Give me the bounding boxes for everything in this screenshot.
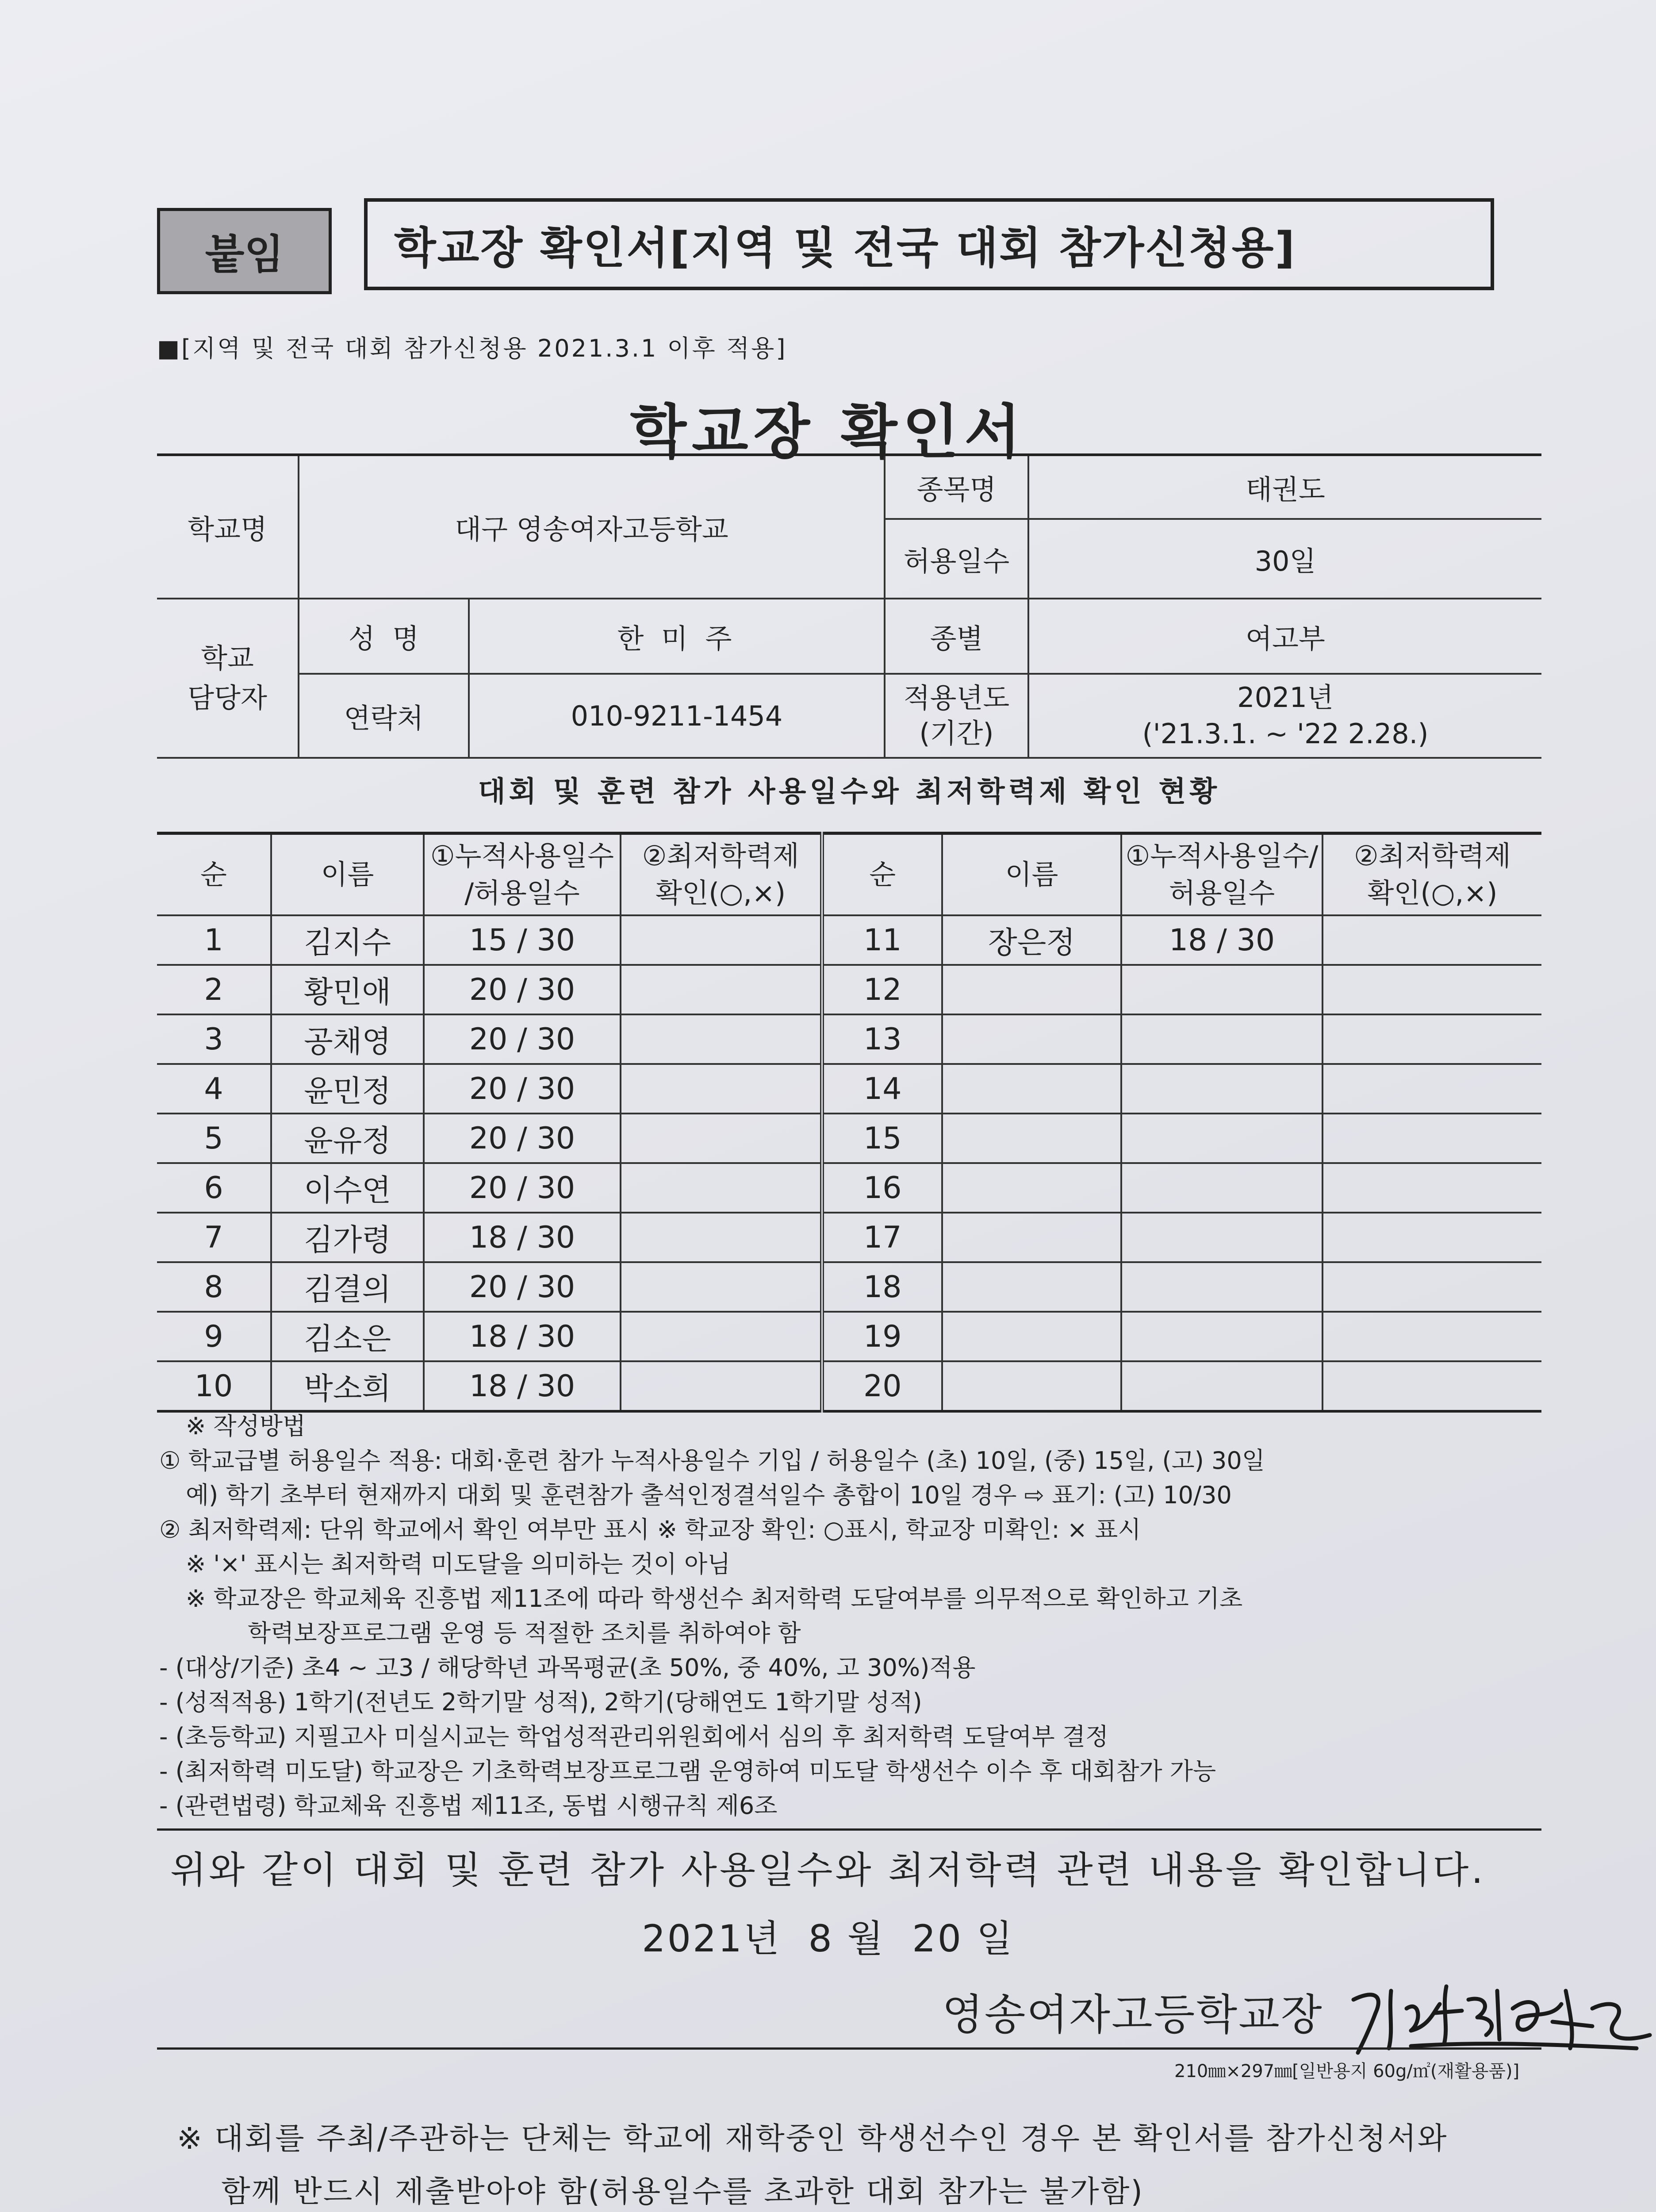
row-days: 20 / 30: [424, 1114, 621, 1163]
allowed-days-label: 허용일수: [885, 519, 1028, 599]
row-no: 6: [157, 1163, 271, 1213]
row-name: 김결의: [271, 1262, 424, 1312]
sport-value: 태권도: [1028, 455, 1541, 519]
row-check-2: [1322, 1163, 1541, 1213]
row-no-2: 20: [822, 1361, 942, 1411]
note-3: ※ '×' 표시는 최저학력 미도달을 의미하는 것이 아님: [186, 1550, 731, 1578]
detail-5: - (관련법령) 학교체육 진흥법 제11조, 동법 시행규칙 제6조: [159, 1792, 778, 1820]
row-days: 20 / 30: [424, 1014, 621, 1064]
detail-1: - (대상/기준) 초4 ~ 고3 / 해당학년 과목평균(초 50%, 중 40%, 고 30%)적용: [159, 1654, 976, 1682]
section-heading: 대회 및 훈련 참가 사용일수와 최저학력제 확인 현황: [478, 776, 1221, 808]
row-check: [621, 1361, 822, 1411]
header-check: ②최저학력제 확인(○,×): [621, 833, 822, 916]
row-no: 9: [157, 1312, 271, 1361]
paper-spec: 210㎜×297㎜[일반용지 60g/㎡(재활용품)]: [1174, 2061, 1520, 2081]
row-name-2: [942, 1312, 1121, 1361]
header-days: ①누적사용일수 /허용일수: [424, 833, 621, 916]
row-check-2: [1322, 915, 1541, 965]
row-name: 김소은: [271, 1312, 424, 1361]
row-name: 김지수: [271, 915, 424, 965]
row-no: 8: [157, 1262, 271, 1312]
row-check-2: [1322, 1064, 1541, 1114]
row-name-2: [942, 1361, 1121, 1411]
row-days-2: [1121, 1312, 1322, 1361]
detail-2: - (성적적용) 1학기(전년도 2학기말 성적), 2학기(당해연도 1학기말 성적): [159, 1688, 922, 1716]
row-days: 20 / 30: [424, 965, 621, 1014]
handwritten-signature: [1345, 1960, 1654, 2062]
row-no-2: 11: [822, 915, 942, 965]
row-days-2: [1121, 1361, 1322, 1411]
note-2: ② 최저학력제: 단위 학교에서 확인 여부만 표시 ※ 학교장 확인: ○표시, 학교장 미확인: × 표시: [159, 1516, 1141, 1544]
row-name: 황민애: [271, 965, 424, 1014]
row-name: 이수연: [271, 1163, 424, 1213]
row-check: [621, 915, 822, 965]
header-check-2: ②최저학력제 확인(○,×): [1322, 833, 1541, 916]
notes-heading: ※ 작성방법: [186, 1412, 306, 1440]
row-days-2: [1121, 1262, 1322, 1312]
row-name-2: [942, 965, 1121, 1014]
row-name-2: [942, 1262, 1121, 1312]
period-value: [1028, 674, 1541, 758]
school-value: 대구 영송여자고등학교: [299, 455, 885, 599]
row-name-2: [942, 1213, 1121, 1262]
row-check: [621, 1014, 822, 1064]
footer-note: [177, 2112, 1592, 2212]
row-check-2: [1322, 1213, 1541, 1262]
signer-title: 영송여자고등학교장: [942, 1990, 1323, 2039]
row-check-2: [1322, 1262, 1541, 1312]
row-check-2: [1322, 1014, 1541, 1064]
row-no: 1: [157, 915, 271, 965]
name-label: 성 명: [299, 599, 469, 674]
school-info-table: [157, 453, 1541, 759]
detail-4: - (최저학력 미도달) 학교장은 기초학력보장프로그램 운영하여 미도달 학생선수 이수 후 대회참가 가능: [159, 1757, 1216, 1785]
row-no: 7: [157, 1213, 271, 1262]
note-4-cont: 학력보장프로그램 운영 등 적절한 조치를 취하여야 함: [248, 1619, 801, 1647]
table-row: [157, 1312, 1541, 1361]
row-name-2: 장은정: [942, 915, 1121, 965]
row-name-2: [942, 1114, 1121, 1163]
row-days: 18 / 30: [424, 1213, 621, 1262]
footer-line-2: 함께 반드시 제출받아야 함(허용일수를 초과한 대회 참가는 불가함): [221, 2174, 1144, 2209]
row-check-2: [1322, 965, 1541, 1014]
table-row: [157, 1014, 1541, 1064]
period-year: 2021년: [1237, 681, 1334, 714]
page-title: 학교장 확인서: [630, 398, 1026, 466]
row-no: 10: [157, 1361, 271, 1411]
division-value: 여고부: [1028, 599, 1541, 674]
row-check: [621, 1114, 822, 1163]
row-days: 18 / 30: [424, 1312, 621, 1361]
row-days: 18 / 30: [424, 1361, 621, 1411]
table-row: [157, 1262, 1541, 1312]
row-name: 김가령: [271, 1213, 424, 1262]
athlete-table: [157, 832, 1541, 1413]
school-label: 학교명: [157, 455, 299, 599]
note-4: ※ 학교장은 학교체육 진흥법 제11조에 따라 학생선수 최저학력 도달여부를 의무적으로 확인하고 기초: [186, 1585, 1243, 1613]
manager-label: 학교 담당자: [157, 599, 299, 758]
row-days-2: [1121, 1163, 1322, 1213]
confirmation-statement: 위와 같이 대회 및 훈련 참가 사용일수와 최저학력 관련 내용을 확인합니다.: [170, 1848, 1486, 1892]
instructions: [159, 1409, 1548, 1823]
header-name: 이름: [271, 833, 424, 916]
table-row: [157, 1114, 1541, 1163]
row-check: [621, 1312, 822, 1361]
row-name-2: [942, 1064, 1121, 1114]
row-days: 20 / 30: [424, 1064, 621, 1114]
divider: [157, 2047, 1541, 2050]
row-check-2: [1322, 1312, 1541, 1361]
row-name: 윤민정: [271, 1064, 424, 1114]
row-days: 20 / 30: [424, 1163, 621, 1213]
period-label: 적용년도 (기간): [885, 674, 1028, 758]
table-row: [157, 1163, 1541, 1213]
name-value: 한 미 주: [469, 599, 885, 674]
header-no-2: 순: [822, 833, 942, 916]
row-no: 5: [157, 1114, 271, 1163]
row-no-2: 15: [822, 1114, 942, 1163]
table-row: [157, 1064, 1541, 1114]
row-days-2: [1121, 1213, 1322, 1262]
row-no-2: 18: [822, 1262, 942, 1312]
row-no: 2: [157, 965, 271, 1014]
row-check-2: [1322, 1114, 1541, 1163]
sport-label: 종목명: [885, 455, 1028, 519]
row-days-2: 18 / 30: [1121, 915, 1322, 965]
table-row: [157, 1213, 1541, 1262]
row-no: 4: [157, 1064, 271, 1114]
row-check: [621, 1064, 822, 1114]
row-no-2: 19: [822, 1312, 942, 1361]
division-label: 종별: [885, 599, 1028, 674]
table-row: [157, 965, 1541, 1014]
header-no: 순: [157, 833, 271, 916]
row-check: [621, 1163, 822, 1213]
note-1: ① 학교급별 허용일수 적용: 대회·훈련 참가 누적사용일수 기입 / 허용일수 (초) 10일, (중) 15일, (고) 30일: [159, 1447, 1265, 1475]
period-range: ('21.3.1. ~ '22 2.28.): [1142, 718, 1429, 750]
divider: [157, 1828, 1541, 1831]
attachment-label: 붙임: [157, 208, 332, 294]
row-name: 윤유정: [271, 1114, 424, 1163]
footer-line-1: ※ 대회를 주최/주관하는 단체는 학교에 재학중인 학생선수인 경우 본 확인서를 참가신청서와: [177, 2121, 1448, 2156]
header-name-2: 이름: [942, 833, 1121, 916]
table-row: [157, 915, 1541, 965]
row-name: 공채영: [271, 1014, 424, 1064]
row-days-2: [1121, 1064, 1322, 1114]
row-check-2: [1322, 1361, 1541, 1411]
table-header-row: [157, 833, 1541, 916]
form-title: 학교장 확인서[지역 및 전국 대회 참가신청용]: [364, 198, 1494, 290]
note-1-example: 예) 학기 초부터 현재까지 대회 및 훈련참가 출석인정결석일수 총합이 10일 경우 ⇨ 표기: (고) 10/30: [186, 1481, 1232, 1509]
row-days-2: [1121, 965, 1322, 1014]
header-days-2: ①누적사용일수/ 허용일수: [1121, 833, 1322, 916]
applicability-notice: ■[지역 및 전국 대회 참가신청용 2021.3.1 이후 적용]: [157, 334, 787, 362]
row-check: [621, 1213, 822, 1262]
table-row: [157, 1361, 1541, 1411]
row-days-2: [1121, 1014, 1322, 1064]
row-no-2: 16: [822, 1163, 942, 1213]
row-days: 15 / 30: [424, 915, 621, 965]
row-no-2: 13: [822, 1014, 942, 1064]
row-check: [621, 965, 822, 1014]
row-no-2: 17: [822, 1213, 942, 1262]
row-days: 20 / 30: [424, 1262, 621, 1312]
contact-label: 연락처: [299, 674, 469, 758]
row-no: 3: [157, 1014, 271, 1064]
row-check: [621, 1262, 822, 1312]
contact-value: 010-9211-1454: [469, 674, 885, 758]
issue-date: 2021년 8 월 20 일: [642, 1917, 1014, 1960]
row-days-2: [1121, 1114, 1322, 1163]
row-no-2: 12: [822, 965, 942, 1014]
row-name-2: [942, 1163, 1121, 1213]
row-name-2: [942, 1014, 1121, 1064]
row-no-2: 14: [822, 1064, 942, 1114]
row-name: 박소희: [271, 1361, 424, 1411]
detail-3: - (초등학교) 지필고사 미실시교는 학업성적관리위원회에서 심의 후 최저학력 도달여부 결정: [159, 1723, 1109, 1751]
allowed-days-value: 30일: [1028, 519, 1541, 599]
